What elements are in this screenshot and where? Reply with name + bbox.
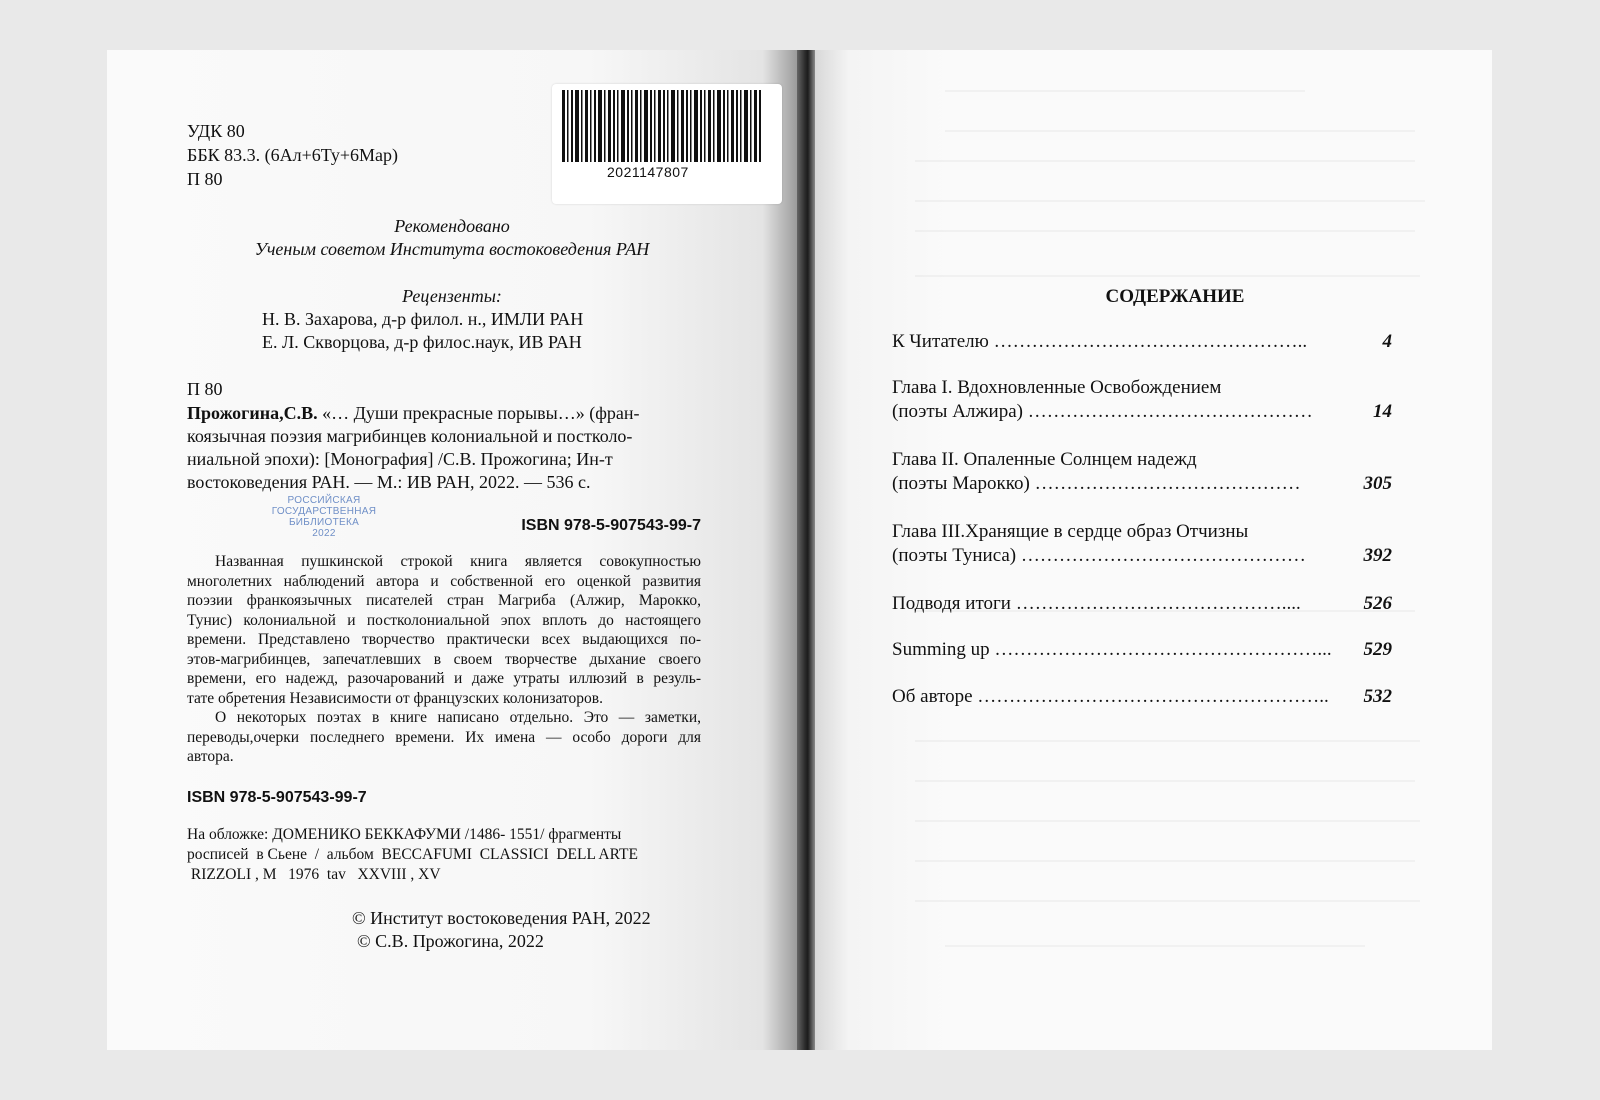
left-page [107, 50, 797, 1050]
toc-entry [892, 685, 1392, 709]
library-stamp [265, 495, 383, 539]
toc-entry-title-cont: (поэты Туниса) ……………………………………… [892, 545, 1306, 566]
toc-entry-page: 526 [1363, 593, 1392, 614]
abstract-note [187, 708, 701, 767]
stamp-line: БИБЛИОТЕКА [288, 517, 360, 528]
abstract-lines [187, 552, 701, 708]
toc-entry-title: Глава I. Вдохновленные Освобождением [892, 377, 1222, 398]
biblio-title: «… Души прекрасные порывы…» (фран- [317, 403, 640, 423]
toc-entry-title: Глава III.Хранящие в сердце образ Отчизны [892, 521, 1249, 542]
abstract-line: этов-магрибинцев, запечатлевших в своем творчестве дыхание своего [187, 650, 701, 668]
toc-entry-page: 529 [1363, 639, 1392, 660]
toc-entry-page: 305 [1363, 473, 1392, 494]
reviewer-2: Е. Л. Скворцова, д-р филос.наук, ИВ РАН [262, 332, 582, 352]
stamp-line: ГОСУДАРСТВЕННАЯ [271, 506, 377, 517]
toc-entry-page: 532 [1363, 686, 1392, 707]
reviewers-heading: Рецензенты: [402, 286, 502, 306]
barcode-sticker [552, 84, 782, 204]
toc-entry-page: 14 [1373, 401, 1392, 422]
stamp-line: РОССИЙСКАЯ [287, 495, 361, 506]
toc-entry-page: 4 [1382, 331, 1392, 352]
toc-entry-title-cont: (поэты Марокко) …………………………………… [892, 473, 1301, 494]
bibliographic-line-3: ниальной эпохи): [Монография] /С.В. Прожогина; Ин-т [187, 449, 613, 469]
barcode-number: 2021147807 [607, 164, 689, 180]
bibliographic-line-1 [187, 402, 640, 424]
toc-entry [892, 330, 1392, 354]
abstract-note-line: автора. [187, 748, 234, 765]
abstract-line: времени, его надежд, разочарований и даже утраты иллюзий в резуль- [187, 670, 701, 687]
toc-entry-title: Об авторе ……………………………………………….. [892, 686, 1329, 707]
cover-credit-3: RIZZOLI , M 1976 tav XXVIII , XV [187, 866, 441, 883]
biblio-author: Прожогина,С.В. [187, 403, 318, 423]
abstract-line: многолетних наблюдений автора и собственной его оценкой развития [187, 572, 701, 590]
toc-entry [892, 448, 1392, 496]
toc-entry [892, 638, 1392, 662]
recommended-line2: Ученым советом Института востоковедения РАН [254, 239, 650, 259]
author-mark: П 80 [187, 169, 223, 189]
toc-entry-title: Подводя итоги …………………………………….... [892, 593, 1301, 614]
toc-entry-title: Summing up ……………………………………………... [892, 639, 1332, 660]
author-mark-2: П 80 [187, 379, 223, 399]
bibliographic-line-4: востоковедения РАН. — М.: ИВ РАН, 2022. — 536 с. [187, 472, 591, 492]
toc-entry [892, 520, 1392, 568]
isbn-bottom: ISBN 978-5-907543-99-7 [187, 789, 367, 806]
abstract-line: тате обретения Независимости от французских колонизаторов. [187, 689, 603, 707]
toc-entry-page: 392 [1363, 545, 1392, 566]
abstract-note-line: О некоторых поэтах в книге написано отдельно. Это — заметки, [215, 709, 701, 726]
abstract-line: Тунис) колониальной и постколониальной эпох вплоть до настоящего [187, 611, 701, 629]
barcode-icon [560, 90, 764, 162]
abstract-line: Названная пушкинской строкой книга является совокупностью [215, 553, 701, 570]
isbn-top: ISBN 978-5-907543-99-7 [521, 517, 701, 534]
copyright-author: © С.В. Прожогина, 2022 [357, 931, 544, 951]
toc-heading: СОДЕРЖАНИЕ [1105, 286, 1245, 307]
book-gutter [797, 50, 815, 1050]
reviewer-1: Н. В. Захарова, д-р филол. н., ИМЛИ РАН [262, 309, 584, 329]
toc-entry-title: Глава II. Опаленные Солнцем надежд [892, 449, 1197, 470]
copyright-institute: © Институт востоковедения РАН, 2022 [352, 908, 651, 928]
udk-code: УДК 80 [187, 121, 245, 141]
abstract-note-line: переводы,очерки последнего времени. Их имена — особо дороги для [187, 728, 701, 746]
toc-entry-title: К Читателю ………………………………………….. [892, 331, 1308, 352]
abstract-line: поэзии франкоязычных писателей стран Магриба (Алжир, Марокко, [187, 592, 701, 609]
bibliographic-line-2: коязычная поэзия магрибинцев колониальной и постколо- [187, 426, 633, 446]
stamp-line: 2022 [312, 528, 336, 539]
book-spread [107, 50, 1492, 1050]
table-of-contents [892, 330, 1392, 1010]
toc-entry [892, 376, 1392, 424]
bbk-code: ББК 83.3. (6Ал+6Ту+6Мар) [187, 145, 399, 165]
abstract-line: времени. Представлено творчество практически всех выдающихся по- [187, 631, 701, 648]
toc-entry-title-cont: (поэты Алжира) ……………………………………… [892, 401, 1313, 422]
toc-entry [892, 592, 1392, 616]
recommended-line1: Рекомендовано [394, 216, 510, 236]
cover-credit-2: росписей в Сьене / альбом BECCAFUMI CLASSICI DELL ARTE [187, 846, 638, 863]
right-page [815, 50, 1492, 1050]
abstract [187, 552, 701, 767]
cover-credit-1: На обложке: ДОМЕНИКО БЕККАФУМИ /1486- 1551/ фрагменты [187, 826, 622, 843]
